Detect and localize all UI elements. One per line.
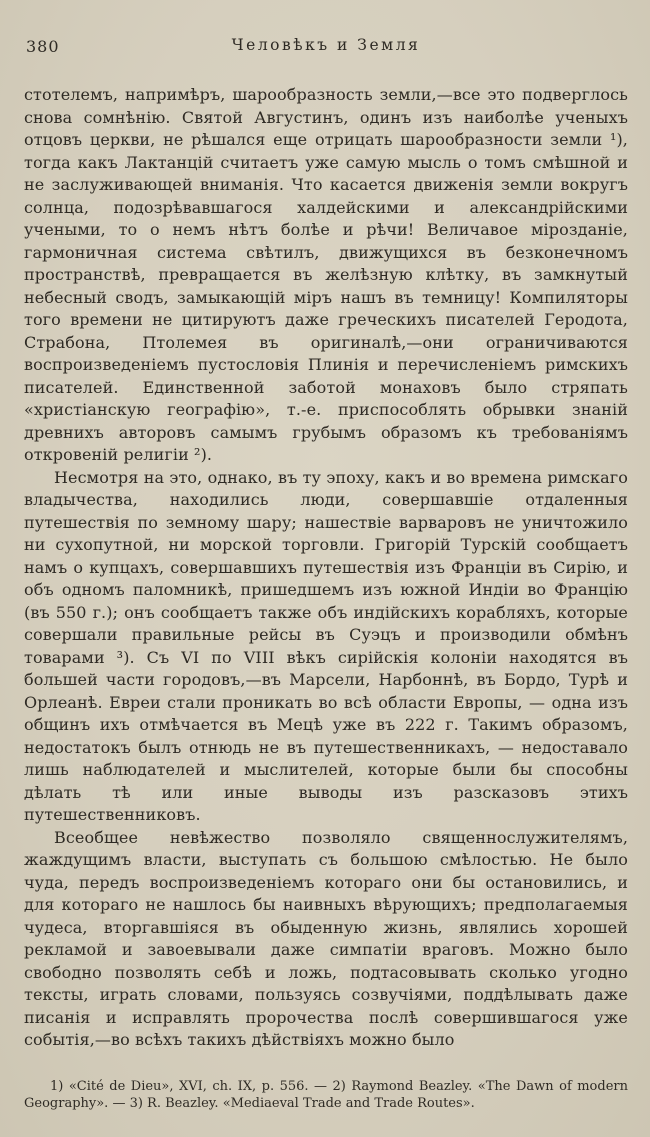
paragraph: Всеобщее невѣжество позволяло священнослужителямъ, жаждущимъ власти, выступать съ большою смѣлостью. Не было чуда, передъ воспроизведеніемъ котораго они бы остановились, и для котораго не нашлось бы наивныхъ вѣрующихъ; предполагаемыя чудеса, вторгавшіяся въ обыденную жизнь, являлись хорошей рекламой и завоевывали даже симпатіи враговъ. Можно было свободно позволять себѣ и ложь, подтасовывать сколько угодно тексты, играть словами, пользуясь созвучіями, поддѣлывать даже писанія и исправлять пророчества послѣ совершившагося уже событія,—во всѣхъ такихъ дѣйствіяхъ можно было (24, 827, 628, 1049)
footnote-text: 1) «Cité de Dieu», XVI, ch. IX, p. 556. — 2) Raymond Beazley. «The Dawn of modern Geography». — 3) R. Beazley. «Mediaeval Trade and Trade Routes». (24, 1078, 628, 1111)
paragraph-continuation: стотелемъ, напримѣръ, шарообразность земли,—все это подверглось снова сомнѣнію. Святой Августинъ, одинъ изъ наиболѣе ученыхъ отцовъ церкви, не рѣшался еще отрицать шарообразности земли ¹), тогда какъ Лактанцій считаетъ уже самую мысль о томъ смѣшной и не заслуживающей вниманія. Что касается движенія земли вокругъ солнца, подозрѣвавшагося халдейскими и александрійскими учеными, то о немъ нѣтъ болѣе и рѣчи! Величавое мірозданіе, гармоничная система свѣтилъ, движущихся въ безконечномъ пространствѣ, превращается въ желѣзную клѣтку, въ замкнутый небесный сводъ, замыкающій міръ нашъ въ темницу! Компиляторы того времени не цитируютъ даже греческихъ писателей Геродота, Страбона, Птолемея въ оригиналѣ,—они ограничиваются воспроизведеніемъ пустословія Плинія и перечисленіемъ римскихъ писателей. Единственной заботой монаховъ было стряпать «христіанскую географію», т.-е. приспособлять обрывки знаній древнихъ авторовъ самымъ грубымъ образомъ къ требованіямъ откровеній религіи ²). (24, 85, 628, 464)
body-text (24, 84, 628, 1052)
paragraph: Несмотря на это, однако, въ ту эпоху, какъ и во времена римскаго владычества, находились люди, совершавшіе отдаленныя путешествія по земному шару; нашествіе варваровъ не уничтожило ни сухопутной, ни морской торговли. Григорій Турскій сообщаетъ намъ о купцахъ, совершавшихъ путешествія изъ Франціи въ Сирію, и объ одномъ паломникѣ, пришедшемъ изъ южной Индіи во Францію (въ 550 г.); онъ сообщаетъ также объ индійскихъ корабляхъ, которые совершали правильные рейсы въ Суэцъ и производили обмѣнъ товарами ³). Съ VI по VIII вѣкъ сирійскія колоніи находятся въ большей части городовъ,—въ Марсели, Нарбоннѣ, въ Бордо, Турѣ и Орлеанѣ. Евреи стали проникать во всѣ области Европы, — одна изъ общинъ ихъ отмѣчается въ Мецѣ уже въ 222 г. Такимъ образомъ, недостатокъ былъ отнюдь не въ путешественникахъ, — недоставало лишь наблюдателей и мыслителей, которые были бы способны дѣлать тѣ или иные выводы изъ разсказовъ этихъ путешественниковъ. (24, 467, 628, 824)
running-title: Человѣкъ и Земля (231, 36, 421, 54)
page-number: 380 (26, 37, 60, 56)
page-header (24, 36, 628, 58)
